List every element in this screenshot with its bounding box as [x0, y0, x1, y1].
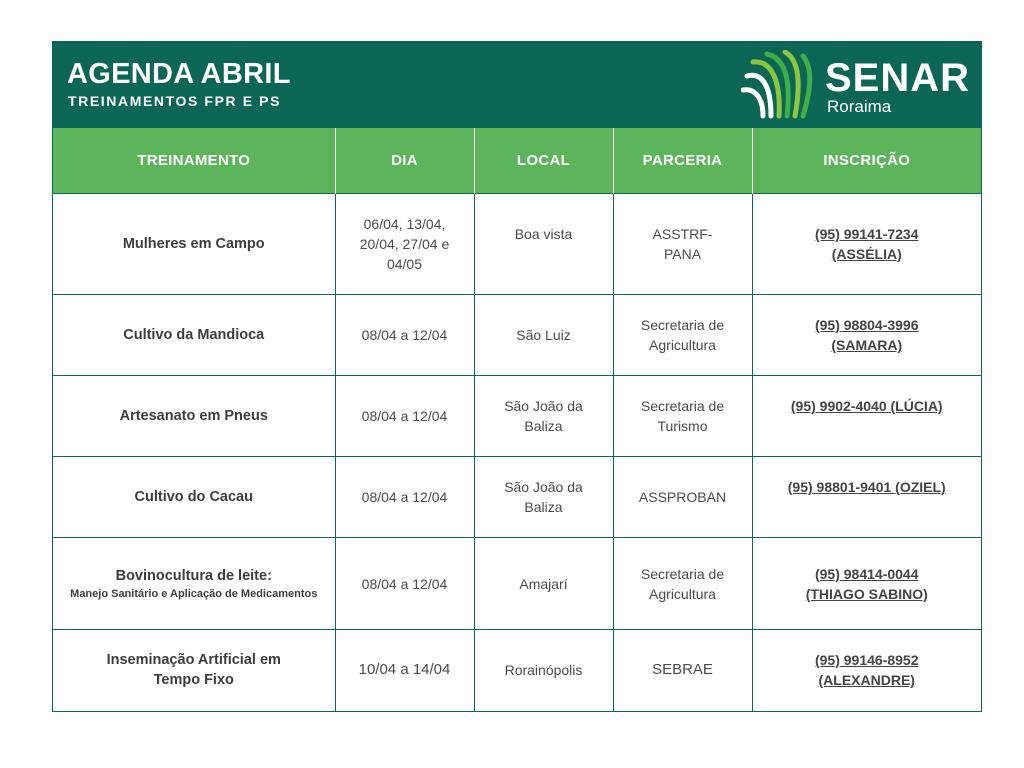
header-banner: [53, 42, 981, 128]
column-header-day: DIA: [335, 128, 474, 194]
registration-cell: [752, 194, 981, 295]
training-partner: Secretaria de Agricultura: [613, 538, 752, 630]
training-partner: Secretaria de Turismo: [613, 376, 752, 457]
registration-contact-link[interactable]: (95) 98801-9401 (OZIEL): [787, 479, 946, 495]
page-subtitle: TREINAMENTOS FPR E PS: [68, 93, 282, 109]
registration-contact-link[interactable]: (95) 98804-3996 (SAMARA): [814, 317, 919, 353]
senar-logo: [741, 50, 971, 122]
registration-cell: [752, 295, 981, 376]
training-name-title: Bovinocultura de leite:: [115, 567, 272, 584]
registration-cell: [752, 376, 981, 457]
training-name: Cultivo da Mandioca: [53, 295, 335, 376]
registration-cell: [752, 630, 981, 711]
registration-cell: [752, 538, 981, 630]
table-row: [53, 376, 981, 457]
training-name: Artesanato em Pneus: [53, 376, 335, 457]
training-name: Inseminação Artificial em Tempo Fixo: [53, 630, 335, 711]
registration-contact-link[interactable]: (95) 98414-0044 (THIAGO SABINO): [805, 565, 928, 602]
training-partner: Secretaria de Agricultura: [613, 295, 752, 376]
logo-region: Roraima: [827, 97, 892, 116]
registration-contact-link[interactable]: (95) 99146-8952 (ALEXANDRE): [814, 652, 919, 689]
table-row: [53, 457, 981, 538]
registration-cell: [752, 457, 981, 538]
column-header-local: LOCAL: [474, 128, 613, 194]
logo-wordmark: SENAR: [825, 56, 971, 100]
column-header-partner: PARCERIA: [613, 128, 752, 194]
training-day: 06/04, 13/04, 20/04, 27/04 e 04/05: [335, 194, 474, 295]
training-name: [53, 538, 335, 630]
table-row: [53, 194, 981, 295]
table-row: [53, 295, 981, 376]
schedule-table: [53, 128, 981, 711]
agenda-card: [52, 41, 982, 712]
training-local: São Luiz: [474, 295, 613, 376]
training-local: Rorainópolis: [474, 630, 613, 711]
table-row: [53, 630, 981, 711]
training-local: Boa vista: [474, 194, 613, 295]
training-day: 08/04 a 12/04: [335, 538, 474, 630]
registration-contact-link[interactable]: (95) 9902-4040 (LÚCIA): [790, 398, 943, 414]
training-day: 08/04 a 12/04: [335, 376, 474, 457]
table-row: [53, 538, 981, 630]
training-partner: ASSPROBAN: [613, 457, 752, 538]
page-title: AGENDA ABRIL: [67, 58, 291, 90]
training-local: São João da Baliza: [474, 376, 613, 457]
table-header-row: [53, 128, 981, 194]
column-header-registration: INSCRIÇÃO: [752, 128, 981, 194]
training-name: Mulheres em Campo: [53, 194, 335, 295]
registration-contact-link[interactable]: (95) 99141-7234 (ASSÉLIA): [814, 226, 919, 262]
training-name-note: Manejo Sanitário e Aplicação de Medicamentos: [70, 587, 318, 600]
senar-leaf-icon: [741, 50, 821, 122]
training-name: Cultivo do Cacau: [53, 457, 335, 538]
training-local: Amajarí: [474, 538, 613, 630]
training-partner: SEBRAE: [613, 630, 752, 711]
column-header-training: TREINAMENTO: [53, 128, 335, 194]
training-local: São João da Baliza: [474, 457, 613, 538]
training-day: 10/04 a 14/04: [335, 630, 474, 711]
training-day: 08/04 a 12/04: [335, 295, 474, 376]
training-day: 08/04 a 12/04: [335, 457, 474, 538]
training-partner: ASSTRF-PANA: [613, 194, 752, 295]
